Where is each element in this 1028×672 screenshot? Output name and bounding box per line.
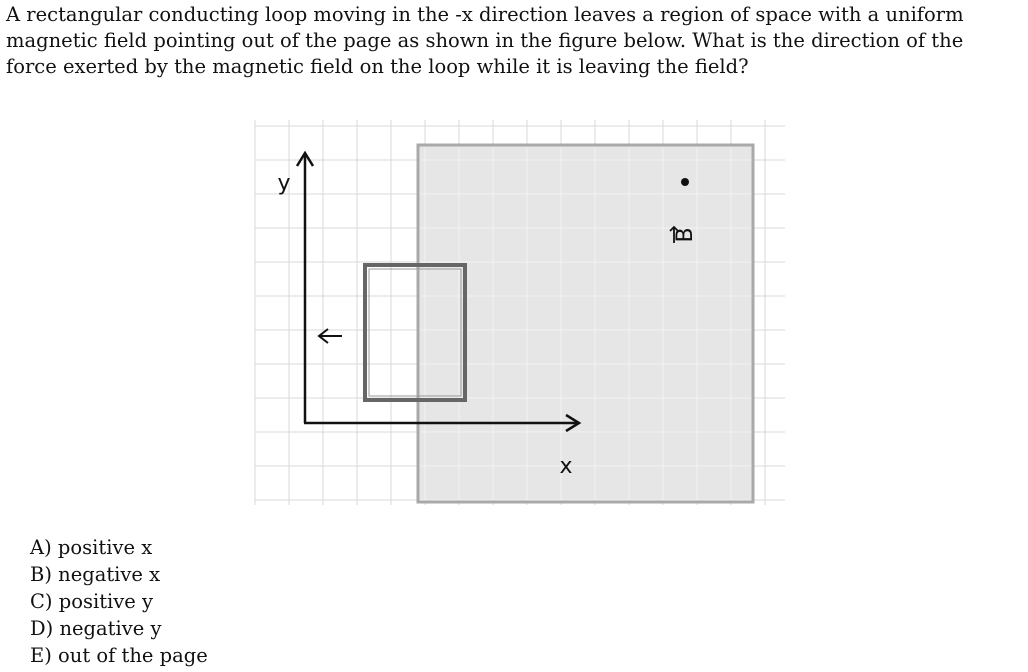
answer-e-text: out of the page <box>58 644 208 667</box>
answer-c[interactable] <box>30 588 208 615</box>
figure-canvas <box>240 110 800 510</box>
answer-d-letter: D) <box>30 617 54 640</box>
answer-b-letter: B) <box>30 563 52 586</box>
answer-c-text: positive y <box>58 590 154 613</box>
answer-e-letter: E) <box>30 644 52 667</box>
physics-figure <box>240 110 800 510</box>
answer-a-letter: A) <box>30 536 52 559</box>
field-region <box>418 145 753 502</box>
answer-e[interactable] <box>30 642 208 669</box>
answer-choices <box>30 534 208 669</box>
field-dot-icon <box>681 178 689 186</box>
answer-a[interactable] <box>30 534 208 561</box>
answer-c-letter: C) <box>30 590 53 613</box>
y-axis-label: y <box>277 171 291 196</box>
answer-a-text: positive x <box>57 536 153 559</box>
field-label <box>670 227 698 243</box>
answer-d[interactable] <box>30 615 208 642</box>
velocity-arrow-icon <box>319 329 342 343</box>
answer-b-text: negative x <box>58 563 161 586</box>
answer-d-text: negative y <box>59 617 162 640</box>
question-text: A rectangular conducting loop moving in the -x direction leaves a region of space with a uniform magnetic field pointing out of the page as shown in the figure below. What is the direction of the force exerted by the magnetic field on the loop while it is leaving the field? <box>6 3 964 78</box>
field-label-text: B <box>673 227 698 243</box>
answer-b[interactable] <box>30 561 208 588</box>
x-axis-label: x <box>559 454 573 479</box>
